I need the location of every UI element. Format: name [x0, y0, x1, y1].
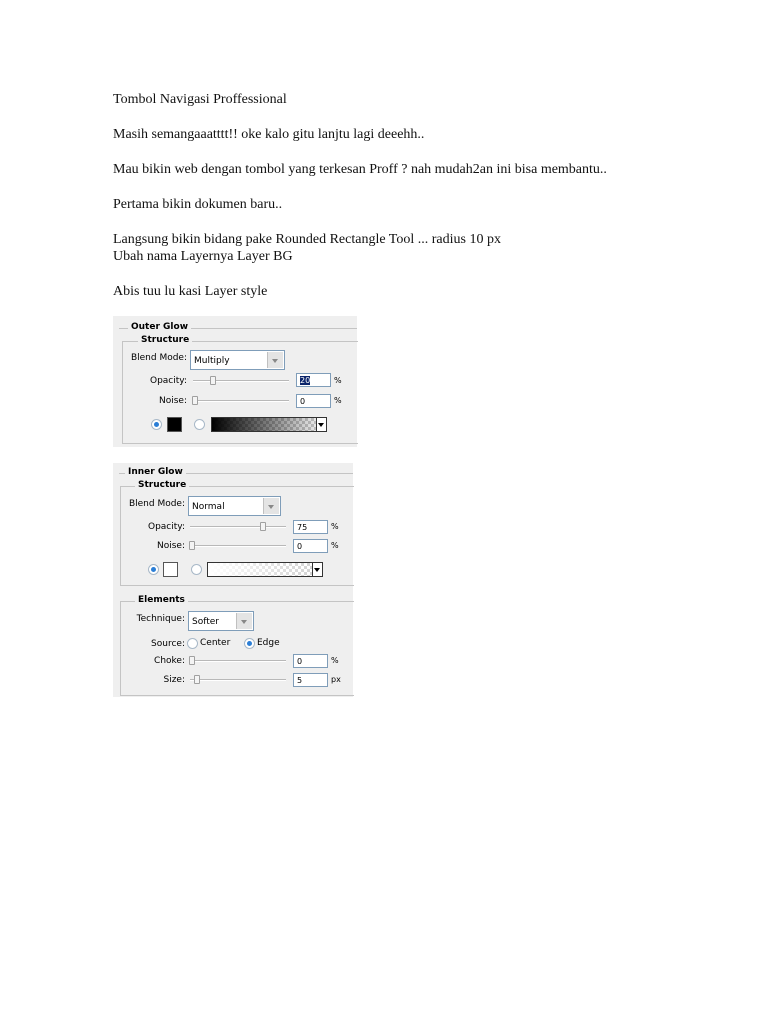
inner-glow-heading: Inner Glow: [125, 467, 186, 477]
size-slider[interactable]: [190, 679, 286, 681]
opacity-slider[interactable]: [190, 526, 286, 528]
structure-heading: Structure: [135, 480, 189, 490]
technique-value: Softer: [192, 617, 219, 627]
source-edge-label: Edge: [257, 638, 280, 648]
chevron-down-icon: [316, 418, 326, 431]
gradient-radio[interactable]: [191, 564, 202, 575]
glow-color-swatch[interactable]: [167, 417, 182, 432]
gradient-picker[interactable]: [207, 562, 323, 577]
opacity-label: Opacity:: [148, 522, 185, 532]
choke-unit: %: [331, 656, 339, 665]
structure-heading: Structure: [138, 335, 192, 345]
technique-select[interactable]: [188, 611, 254, 631]
noise-input[interactable]: 0: [293, 539, 328, 553]
noise-label: Noise:: [157, 541, 185, 551]
noise-slider[interactable]: [190, 545, 286, 547]
outer-glow-heading: Outer Glow: [128, 322, 191, 332]
gradient-radio[interactable]: [194, 419, 205, 430]
size-slider-thumb[interactable]: [194, 675, 200, 684]
blend-mode-value: Multiply: [194, 356, 230, 366]
document-body: [113, 91, 713, 318]
opacity-input[interactable]: 75: [293, 520, 328, 534]
source-label: Source:: [151, 639, 185, 649]
color-radio[interactable]: [148, 564, 159, 575]
opacity-unit: %: [331, 522, 339, 531]
elements-heading: Elements: [135, 595, 188, 605]
document-title: Tombol Navigasi Proffessional: [113, 92, 287, 107]
gradient-picker[interactable]: [211, 417, 327, 432]
noise-label: Noise:: [159, 396, 187, 406]
inner-glow-panel: [113, 463, 353, 697]
noise-unit: %: [334, 396, 342, 405]
choke-label: Choke:: [154, 656, 185, 666]
chevron-down-icon: [263, 498, 279, 514]
chevron-down-icon: [267, 352, 283, 368]
blend-mode-value: Normal: [192, 502, 225, 512]
noise-input[interactable]: 0: [296, 394, 331, 408]
opacity-slider-thumb[interactable]: [260, 522, 266, 531]
noise-unit: %: [331, 541, 339, 550]
color-radio[interactable]: [151, 419, 162, 430]
noise-slider-thumb[interactable]: [192, 396, 198, 405]
noise-slider[interactable]: [193, 400, 289, 402]
chevron-down-icon: [312, 563, 322, 576]
source-center-radio[interactable]: [187, 638, 198, 649]
noise-slider-thumb[interactable]: [189, 541, 195, 550]
outer-glow-panel: [113, 316, 357, 447]
glow-color-swatch[interactable]: [163, 562, 178, 577]
opacity-slider[interactable]: [193, 380, 289, 382]
opacity-label: Opacity:: [150, 376, 187, 386]
choke-slider[interactable]: [190, 660, 286, 662]
choke-slider-thumb[interactable]: [189, 656, 195, 665]
opacity-input[interactable]: 20: [296, 373, 331, 387]
chevron-down-icon: [236, 613, 252, 629]
size-label: Size:: [163, 675, 185, 685]
paragraph-1: Masih semangaaatttt!! oke kalo gitu lanjtu lagi deeehh..: [113, 127, 425, 142]
blend-mode-label: Blend Mode:: [128, 499, 185, 509]
blend-mode-select[interactable]: [188, 496, 281, 516]
paragraph-4-line-2: Ubah nama Layernya Layer BG: [113, 249, 293, 264]
size-input[interactable]: 5: [293, 673, 328, 687]
blend-mode-label: Blend Mode:: [130, 353, 187, 363]
blend-mode-select[interactable]: [190, 350, 285, 370]
source-center-label: Center: [200, 638, 231, 648]
opacity-slider-thumb[interactable]: [210, 376, 216, 385]
opacity-unit: %: [334, 376, 342, 385]
source-edge-radio[interactable]: [244, 638, 255, 649]
paragraph-2: Mau bikin web dengan tombol yang terkesan Proff ? nah mudah2an ini bisa membantu..: [113, 162, 607, 177]
technique-label: Technique:: [136, 614, 185, 624]
paragraph-3: Pertama bikin dokumen baru..: [113, 197, 283, 212]
size-unit: px: [331, 675, 341, 684]
choke-input[interactable]: 0: [293, 654, 328, 668]
paragraph-4-line-1: Langsung bikin bidang pake Rounded Rectangle Tool ... radius 10 px: [113, 232, 501, 247]
paragraph-5: Abis tuu lu kasi Layer style: [113, 284, 268, 299]
